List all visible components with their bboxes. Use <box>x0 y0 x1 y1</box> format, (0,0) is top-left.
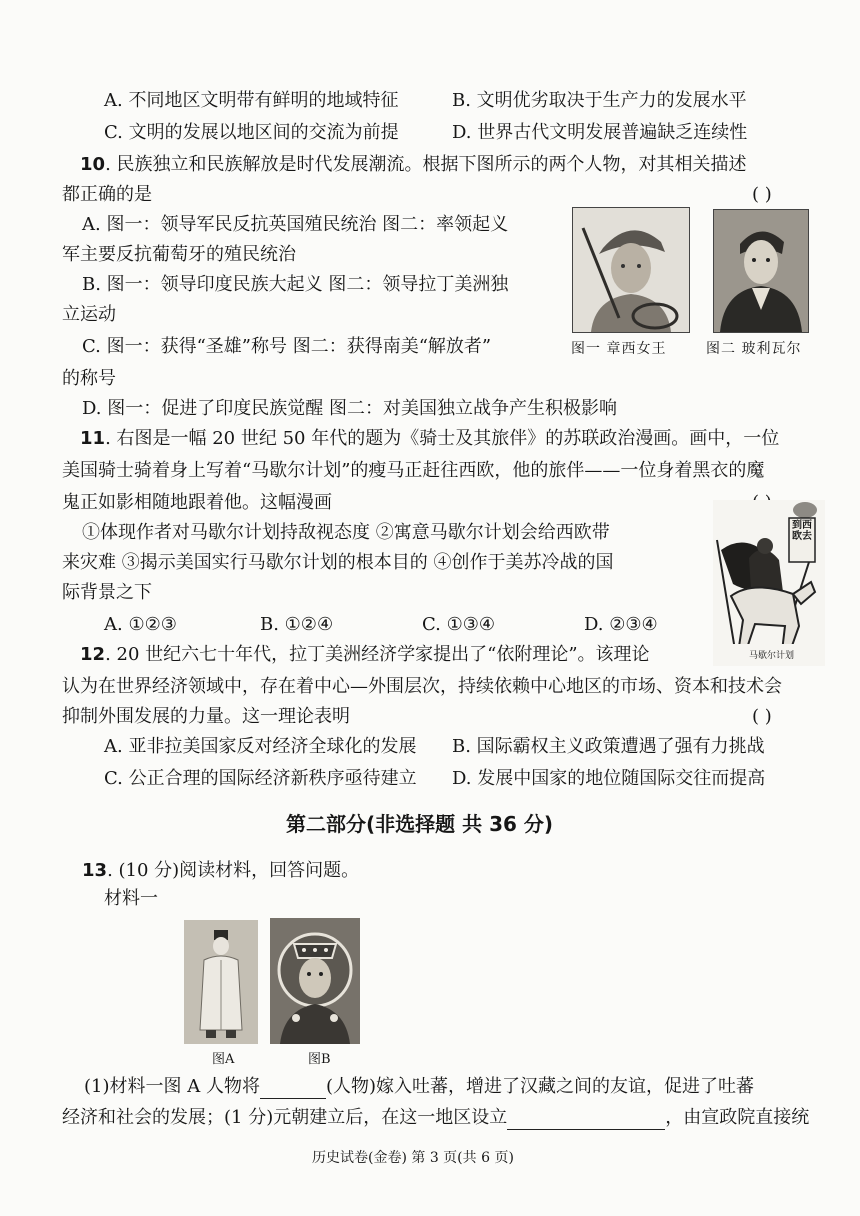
q11-option-b: B. ①②④ <box>260 614 334 635</box>
figure-1-portrait <box>572 207 690 333</box>
q11-item-line-3: 际背景之下 <box>62 582 152 603</box>
q12-stem-line-1 <box>80 643 650 667</box>
figure-1-caption: 图一 章西女王 <box>571 341 667 357</box>
q10-option-c-line-2: 的称号 <box>62 368 116 389</box>
material-one-label: 材料一 <box>104 888 158 909</box>
rani-portrait-icon <box>573 208 689 332</box>
q10-stem-text: . 民族独立和民族解放是时代发展潮流。根据下图所示的两个人物，对其相关描述 <box>105 154 747 175</box>
q13-stem-text: . (10 分)阅读材料，回答问题。 <box>107 860 360 881</box>
part-two-heading: 第二部分(非选择题 共 36 分) <box>286 812 554 836</box>
figure-2-caption: 图二 玻利瓦尔 <box>706 341 802 357</box>
q12-option-a: A. 亚非拉美国家反对经济全球化的发展 <box>104 736 417 757</box>
q11-number: 11 <box>80 428 106 449</box>
q13-stem <box>82 859 359 883</box>
answer-blank-person[interactable] <box>260 1080 326 1099</box>
q13-sub1-text-a: (1)材料一图 A 人物将 <box>84 1076 260 1097</box>
q9-option-a: A. 不同地区文明带有鲜明的地域特征 <box>104 90 399 111</box>
q12-stem-text: . 20 世纪六七十年代，拉丁美洲经济学家提出了“依附理论”。该理论 <box>105 644 650 665</box>
q12-stem-line-2: 认为在世界经济领域中，存在着中心—外围层次，持续依赖中心地区的市场、资本和技术会 <box>62 676 782 697</box>
q11-option-c: C. ①③④ <box>422 614 495 635</box>
cartoon-horse-label: 马歇尔计划 <box>749 651 795 661</box>
q12-stem-line-3: 抑制外围发展的力量。这一理论表明 <box>62 706 350 727</box>
q11-item-line-2: 来灾难 ③揭示美国实行马歇尔计划的根本目的 ④创作于美苏冷战的国 <box>62 552 614 573</box>
q11-stem-text: . 右图是一幅 20 世纪 50 年代的题为《骑士及其旅伴》的苏联政治漫画。画中，一位 <box>105 428 780 449</box>
q11-stem-line-1 <box>80 427 779 451</box>
q13-sub1-line-2 <box>62 1106 809 1130</box>
q13-sub1-text-c: 经济和社会的发展；(1 分)元朝建立后，在这一地区设立 <box>62 1107 508 1128</box>
q12-option-b: B. 国际霸权主义政策遭遇了强有力挑战 <box>452 736 765 757</box>
q10-option-b-line-1: B. 图一：领导印度民族大起义 图二：领导拉丁美洲独 <box>82 274 509 295</box>
q11-option-a: A. ①②③ <box>104 614 177 635</box>
q10-answer-paren: ( ) <box>752 184 772 205</box>
q10-option-a-line-1: A. 图一：领导军民反抗英国殖民统治 图二：率领起义 <box>82 214 509 235</box>
q13-number: 13 <box>82 860 108 881</box>
figure-a-painting <box>184 920 258 1044</box>
q12-number: 12 <box>80 644 106 665</box>
tang-figure-icon <box>184 920 258 1044</box>
q9-option-d: D. 世界古代文明发展普遍缺乏连续性 <box>452 122 748 143</box>
q10-option-c-line-1: C. 图一：获得“圣雄”称号 图二：获得南美“解放者” <box>82 336 492 357</box>
page-footer: 历史试卷(金卷) 第 3 页(共 6 页) <box>312 1150 514 1166</box>
figure-2-portrait <box>713 209 809 333</box>
q10-option-a-line-2: 军主要反抗葡萄牙的殖民统治 <box>62 244 296 265</box>
q10-stem-line-2: 都正确的是 <box>62 184 152 205</box>
q10-option-b-line-2: 立运动 <box>62 304 116 325</box>
answer-blank-institution[interactable] <box>507 1111 665 1130</box>
q11-stem-line-3: 鬼正如影相随地跟着他。这幅漫画 <box>62 492 332 513</box>
q10-stem-line-1 <box>80 153 747 177</box>
q11-item-line-1: ①体现作者对马歇尔计划持敌视态度 ②寓意马歇尔计划会给西欧带 <box>82 522 610 543</box>
q12-option-d: D. 发展中国家的地位随国际交往而提高 <box>452 768 766 789</box>
figure-b-mosaic <box>270 918 360 1044</box>
figure-a-caption: 图A <box>212 1052 235 1067</box>
q11-stem-line-2: 美国骑士骑着身上写着“马歇尔计划”的瘦马正赶往西欧，他的旅伴——一位身着黑衣的魔 <box>62 460 765 481</box>
cartoon-sign-text: 到西欧去 <box>792 520 812 542</box>
q12-option-c: C. 公正合理的国际经济新秩序亟待建立 <box>104 768 417 789</box>
justinian-mosaic-icon <box>270 918 360 1044</box>
bolivar-portrait-icon <box>714 210 808 332</box>
figure-b-caption: 图B <box>308 1052 331 1067</box>
q10-option-d: D. 图一：促进了印度民族觉醒 图二：对美国独立战争产生积极影响 <box>82 398 617 419</box>
q9-option-c: C. 文明的发展以地区间的交流为前提 <box>104 122 399 143</box>
knight-cartoon <box>713 500 825 666</box>
q9-option-b: B. 文明优劣取决于生产力的发展水平 <box>452 90 747 111</box>
q12-answer-paren: ( ) <box>752 706 772 727</box>
q13-sub1-text-d: ，由宣政院直接统 <box>665 1107 810 1128</box>
q13-sub1-text-b: (人物)嫁入吐蕃，增进了汉藏之间的友谊，促进了吐蕃 <box>325 1076 754 1097</box>
q11-option-d: D. ②③④ <box>584 614 658 635</box>
q13-sub1-line-1 <box>84 1075 754 1099</box>
q10-number: 10 <box>80 154 106 175</box>
